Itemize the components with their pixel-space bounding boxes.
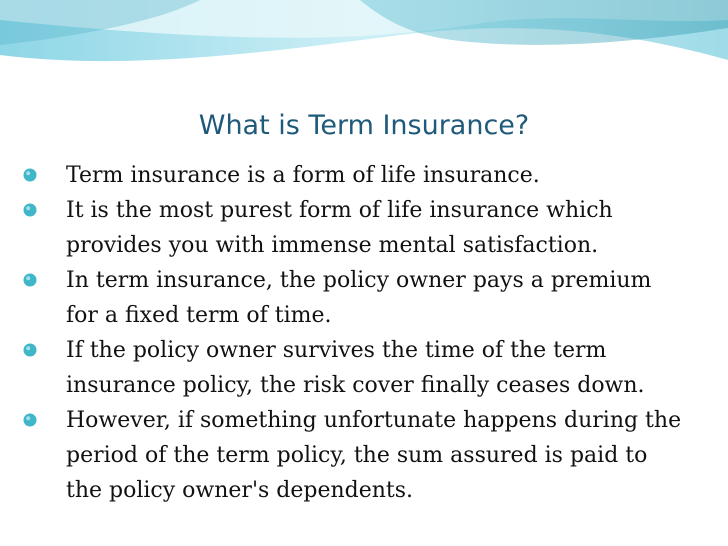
bullet-list (22, 158, 682, 508)
circle-bullet-icon (22, 167, 38, 183)
circle-bullet-icon (22, 202, 38, 218)
bullet-item (22, 333, 682, 403)
bullet-text: It is the most purest form of life insurance which provides you with immense mental satisfaction. (66, 198, 613, 258)
bullet-text: If the policy owner survives the time of the term insurance policy, the risk cover finally ceases down. (66, 338, 645, 398)
circle-bullet-icon (22, 342, 38, 358)
bullet-item (22, 263, 682, 333)
bullet-item (22, 193, 682, 263)
header-wave-graphic (0, 0, 728, 90)
bullet-item (22, 403, 682, 508)
circle-bullet-icon (22, 412, 38, 428)
slide-title: What is Term Insurance? (198, 110, 530, 141)
bullet-text: However, if something unfortunate happens during the period of the term policy, the sum assured is paid to the policy owner's dependents. (66, 408, 682, 503)
bullet-text: Term insurance is a form of life insurance. (66, 163, 540, 188)
bullet-item (22, 158, 682, 193)
bullet-text: In term insurance, the policy owner pays a premium for a fixed term of time. (66, 268, 652, 328)
circle-bullet-icon (22, 272, 38, 288)
